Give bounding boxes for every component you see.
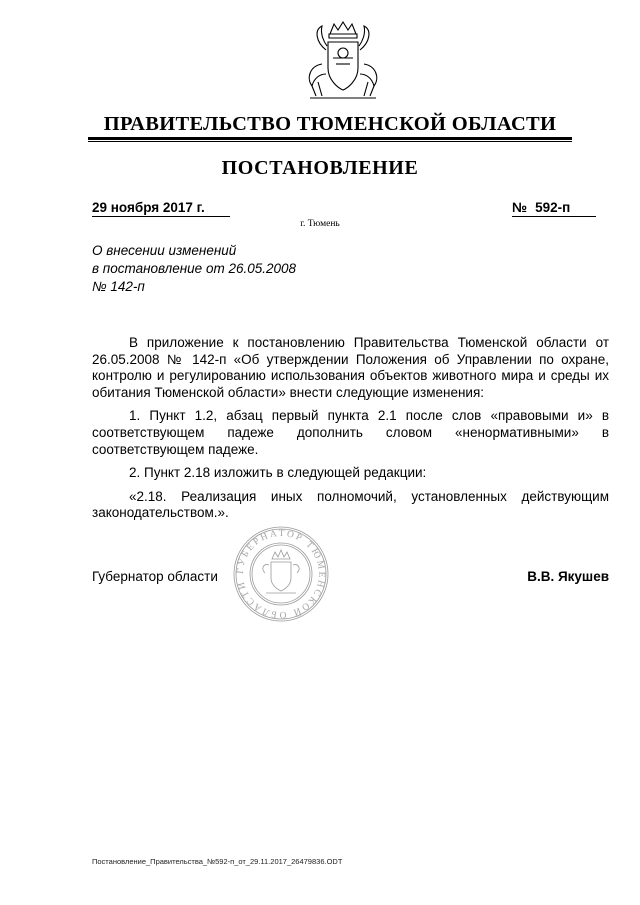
body-paragraph-item2-text: «2.18. Реализация иных полномочий, установленных действующим законодательством.». (92, 488, 609, 521)
document-number: 592-п (535, 200, 571, 215)
document-type: ПОСТАНОВЛЕНИЕ (221, 157, 419, 179)
organization-title: ПРАВИТЕЛЬСТВО ТЮМЕНСКОЙ ОБЛАСТИ (103, 113, 557, 135)
official-seal-stamp (232, 525, 330, 623)
city-label: г. Тюмень (300, 219, 340, 229)
document-number-field (512, 200, 596, 217)
subject-block (92, 242, 352, 296)
document-date: 29 ноября 2017 г. (92, 200, 230, 217)
subject-line: О внесении изменений (92, 243, 237, 258)
footer-filename: Постановление_Правительства_№592-п_от_29.11.2017_26479836.ODT (92, 857, 343, 866)
subject-line: в постановление от 26.05.2008 (92, 261, 297, 276)
number-sign: № (512, 200, 528, 215)
coat-of-arms-emblem (300, 20, 386, 100)
svg-text:ГУБЕРНАТОР ТЮМЕНСКОЙ ОБЛАСТИ (236, 529, 326, 619)
body-paragraph-item2: 2. Пункт 2.18 изложить в следующей редакции: (129, 465, 427, 481)
signer-title: Губернатор области (92, 569, 218, 584)
body-paragraph-intro: В приложение к постановлению Правительства Тюменской области от 26.05.2008 № 142-п «Об утверждении Положения об Управлении по охране, контролю и регулированию использования объектов животного мира и среды их обитания Тюменской области» внести следующие изменения: (92, 335, 609, 400)
signer-name: В.В. Якушев (527, 569, 609, 584)
stamp-text: ГУБЕРНАТОР ТЮМЕНСКОЙ ОБЛАСТИ (235, 528, 327, 620)
body-paragraph-item1: 1. Пункт 1.2, абзац первый пункта 2.1 после слов «правовыми и» в соответствующем падеже дополнить словом «ненормативными» в соответствующем падеже. (92, 408, 609, 457)
title-rule-thick (88, 137, 572, 140)
title-rule-thin (88, 141, 572, 142)
subject-line: № 142-п (92, 279, 145, 294)
document-body (92, 335, 609, 522)
